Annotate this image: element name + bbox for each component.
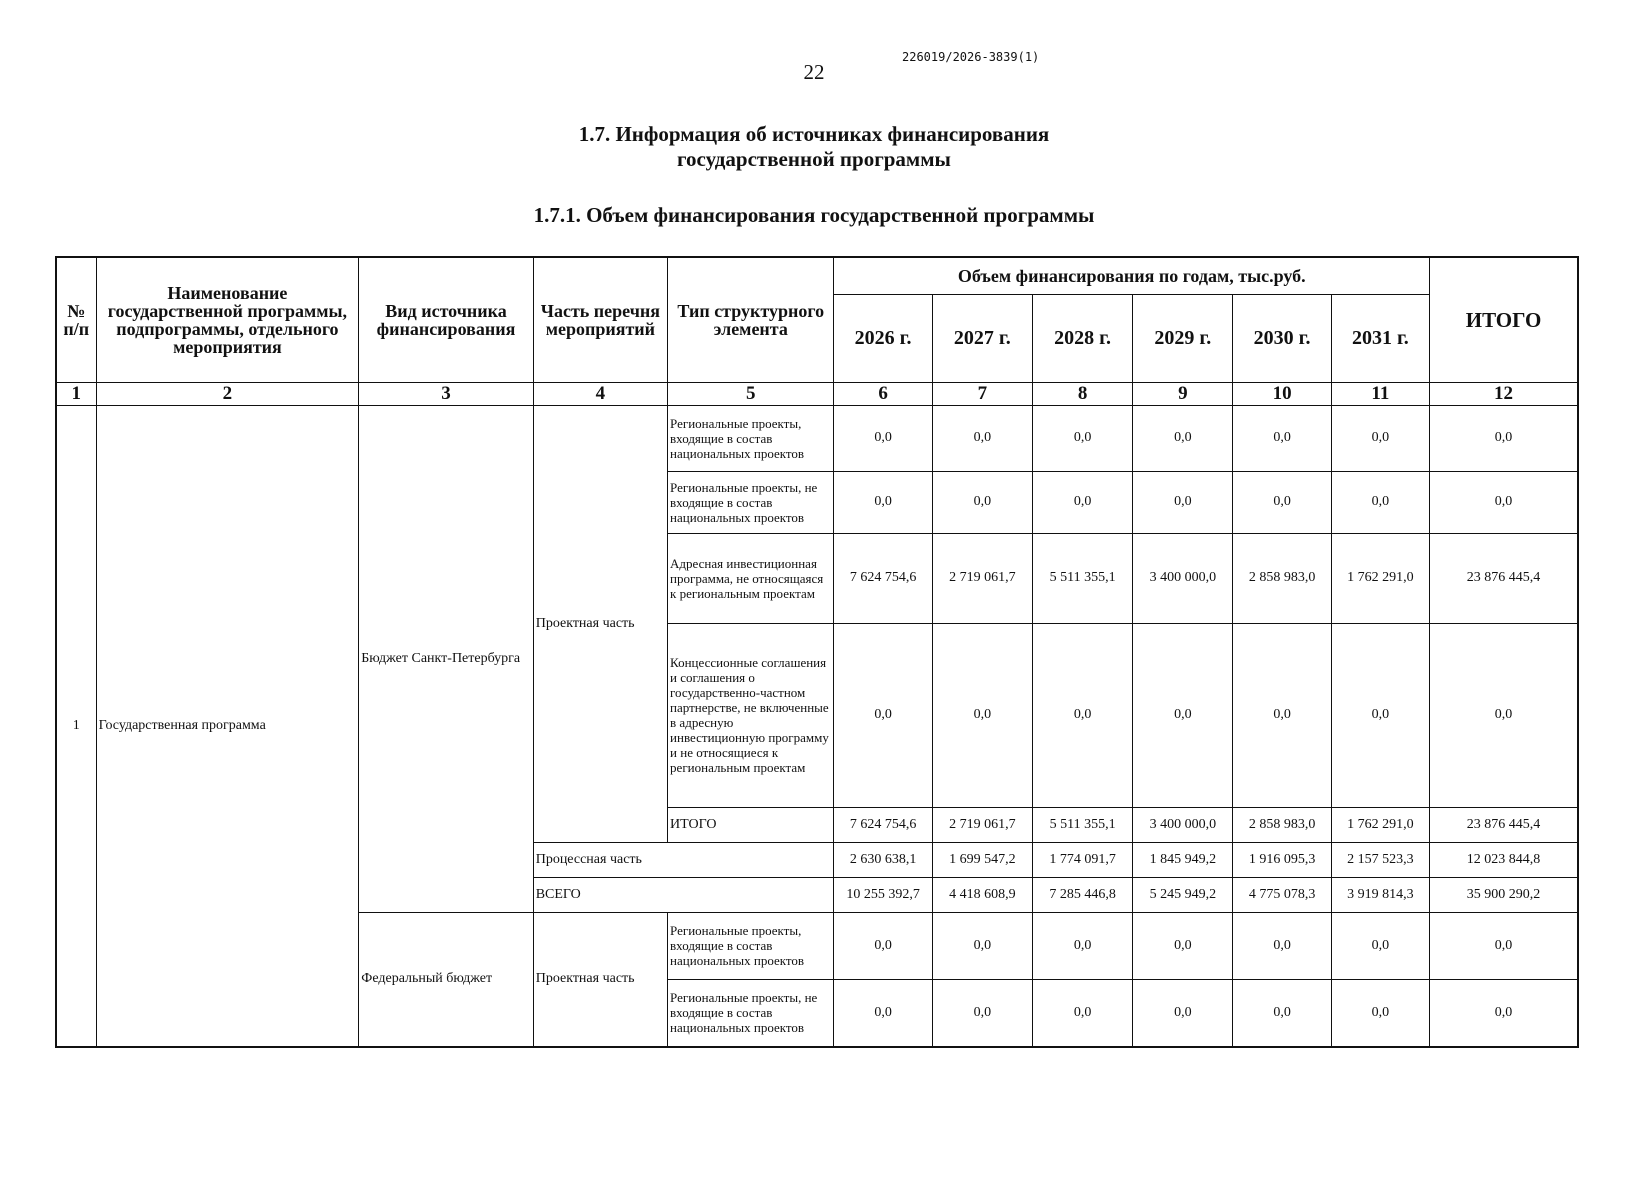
section-title-line-2: государственной программы (677, 147, 951, 171)
total-cell: 0,0 (1430, 471, 1578, 533)
col-number: 6 (834, 382, 932, 405)
type-cell: Концессионные соглашения и соглашения о государственно-частном партнерстве, не включенные в адресную инвестиционную программу и не относящиеся к региональным проектам (668, 623, 834, 807)
value-cell: 5 511 355,1 (1032, 533, 1132, 623)
value-cell: 2 157 523,3 (1331, 842, 1429, 877)
col-number: 11 (1331, 382, 1429, 405)
page-number: 22 (803, 60, 825, 84)
value-cell: 7 285 446,8 (1032, 877, 1132, 912)
type-cell: ИТОГО (668, 807, 834, 842)
header-year-2028: 2028 г. (1032, 294, 1132, 382)
total-cell: 35 900 290,2 (1430, 877, 1578, 912)
value-cell: 0,0 (1331, 623, 1429, 807)
value-cell: 0,0 (932, 471, 1032, 533)
value-cell: 2 858 983,0 (1233, 807, 1331, 842)
value-cell: 1 774 091,7 (1032, 842, 1132, 877)
value-cell: 0,0 (1233, 623, 1331, 807)
col-number: 8 (1032, 382, 1132, 405)
value-cell: 0,0 (1032, 623, 1132, 807)
type-cell: Региональные проекты, не входящие в состав национальных проектов (668, 979, 834, 1047)
header-row-1 (56, 257, 1578, 294)
row-number: 1 (56, 405, 96, 1047)
section-title (0, 122, 1628, 172)
value-cell: 1 699 547,2 (932, 842, 1032, 877)
header-year-2031: 2031 г. (1331, 294, 1429, 382)
value-cell: 0,0 (1032, 912, 1132, 979)
part-project-federal: Проектная часть (533, 912, 667, 1047)
value-cell: 0,0 (1331, 471, 1429, 533)
header-type: Тип структурного элемента (668, 257, 834, 382)
col-number: 1 (56, 382, 96, 405)
total-cell: 0,0 (1430, 623, 1578, 807)
col-number: 2 (96, 382, 359, 405)
value-cell: 0,0 (1331, 405, 1429, 471)
col-number: 10 (1233, 382, 1331, 405)
value-cell: 0,0 (834, 912, 932, 979)
value-cell: 4 775 078,3 (1233, 877, 1331, 912)
value-cell: 1 845 949,2 (1133, 842, 1233, 877)
type-cell: Адресная инвестиционная программа, не относящаяся к региональным проектам (668, 533, 834, 623)
source-spb: Бюджет Санкт-Петербурга (359, 405, 533, 912)
col-number: 9 (1133, 382, 1233, 405)
value-cell: 0,0 (834, 405, 932, 471)
value-cell: 3 400 000,0 (1133, 533, 1233, 623)
source-federal: Федеральный бюджет (359, 912, 533, 1047)
type-cell: Региональные проекты, не входящие в состав национальных проектов (668, 471, 834, 533)
total-cell: 0,0 (1430, 912, 1578, 979)
value-cell: 0,0 (1032, 471, 1132, 533)
value-cell: 0,0 (1233, 405, 1331, 471)
value-cell: 0,0 (1233, 979, 1331, 1047)
header-part: Часть перечня мероприятий (533, 257, 667, 382)
subsection-title: 1.7.1. Объем финансирования государственной программы (533, 203, 1095, 227)
col-number: 3 (359, 382, 533, 405)
value-cell: 0,0 (1233, 471, 1331, 533)
value-cell: 5 511 355,1 (1032, 807, 1132, 842)
total-cell: 23 876 445,4 (1430, 807, 1578, 842)
value-cell: 0,0 (1133, 979, 1233, 1047)
value-cell: 0,0 (932, 623, 1032, 807)
header-year-2030: 2030 г. (1233, 294, 1331, 382)
value-cell: 0,0 (1233, 912, 1331, 979)
program-name: Государственная программа (96, 405, 359, 1047)
value-cell: 0,0 (1133, 623, 1233, 807)
value-cell: 10 255 392,7 (834, 877, 932, 912)
header-num: № п/п (56, 257, 96, 382)
value-cell: 0,0 (1133, 471, 1233, 533)
part-all: ВСЕГО (533, 877, 834, 912)
value-cell: 3 400 000,0 (1133, 807, 1233, 842)
value-cell: 0,0 (932, 912, 1032, 979)
total-cell: 23 876 445,4 (1430, 533, 1578, 623)
value-cell: 0,0 (834, 979, 932, 1047)
document-registration-number: 226019/2026-3839(1) (902, 50, 1040, 64)
value-cell: 1 916 095,3 (1233, 842, 1331, 877)
financing-table (55, 256, 1579, 1048)
total-cell: 12 023 844,8 (1430, 842, 1578, 877)
header-year-2026: 2026 г. (834, 294, 932, 382)
header-source: Вид источника финансирования (359, 257, 533, 382)
value-cell: 0,0 (1032, 405, 1132, 471)
column-number-row (56, 382, 1578, 405)
value-cell: 0,0 (932, 405, 1032, 471)
value-cell: 7 624 754,6 (834, 533, 932, 623)
value-cell: 4 418 608,9 (932, 877, 1032, 912)
header-year-2027: 2027 г. (932, 294, 1032, 382)
header-year-2029: 2029 г. (1133, 294, 1233, 382)
value-cell: 2 719 061,7 (932, 807, 1032, 842)
value-cell: 2 719 061,7 (932, 533, 1032, 623)
type-cell: Региональные проекты, входящие в состав национальных проектов (668, 912, 834, 979)
value-cell: 2 858 983,0 (1233, 533, 1331, 623)
table-row (56, 405, 1578, 471)
part-project: Проектная часть (533, 405, 667, 842)
total-cell: 0,0 (1430, 979, 1578, 1047)
col-number: 4 (533, 382, 667, 405)
value-cell: 0,0 (1331, 912, 1429, 979)
type-cell: Региональные проекты, входящие в состав национальных проектов (668, 405, 834, 471)
value-cell: 0,0 (1133, 912, 1233, 979)
header-total: ИТОГО (1430, 257, 1578, 382)
value-cell: 5 245 949,2 (1133, 877, 1233, 912)
value-cell: 0,0 (1032, 979, 1132, 1047)
value-cell: 0,0 (1331, 979, 1429, 1047)
value-cell: 3 919 814,3 (1331, 877, 1429, 912)
col-number: 5 (668, 382, 834, 405)
total-cell: 0,0 (1430, 405, 1578, 471)
value-cell: 0,0 (834, 623, 932, 807)
col-number: 12 (1430, 382, 1578, 405)
value-cell: 7 624 754,6 (834, 807, 932, 842)
header-volume: Объем финансирования по годам, тыс.руб. (834, 257, 1430, 294)
value-cell: 0,0 (932, 979, 1032, 1047)
header-name: Наименование государственной программы, подпрограммы, отдельного мероприятия (96, 257, 359, 382)
part-process: Процессная часть (533, 842, 834, 877)
value-cell: 0,0 (834, 471, 932, 533)
value-cell: 1 762 291,0 (1331, 807, 1429, 842)
section-title-line-1: 1.7. Информация об источниках финансирования (578, 122, 1050, 146)
value-cell: 1 762 291,0 (1331, 533, 1429, 623)
value-cell: 2 630 638,1 (834, 842, 932, 877)
col-number: 7 (932, 382, 1032, 405)
value-cell: 0,0 (1133, 405, 1233, 471)
